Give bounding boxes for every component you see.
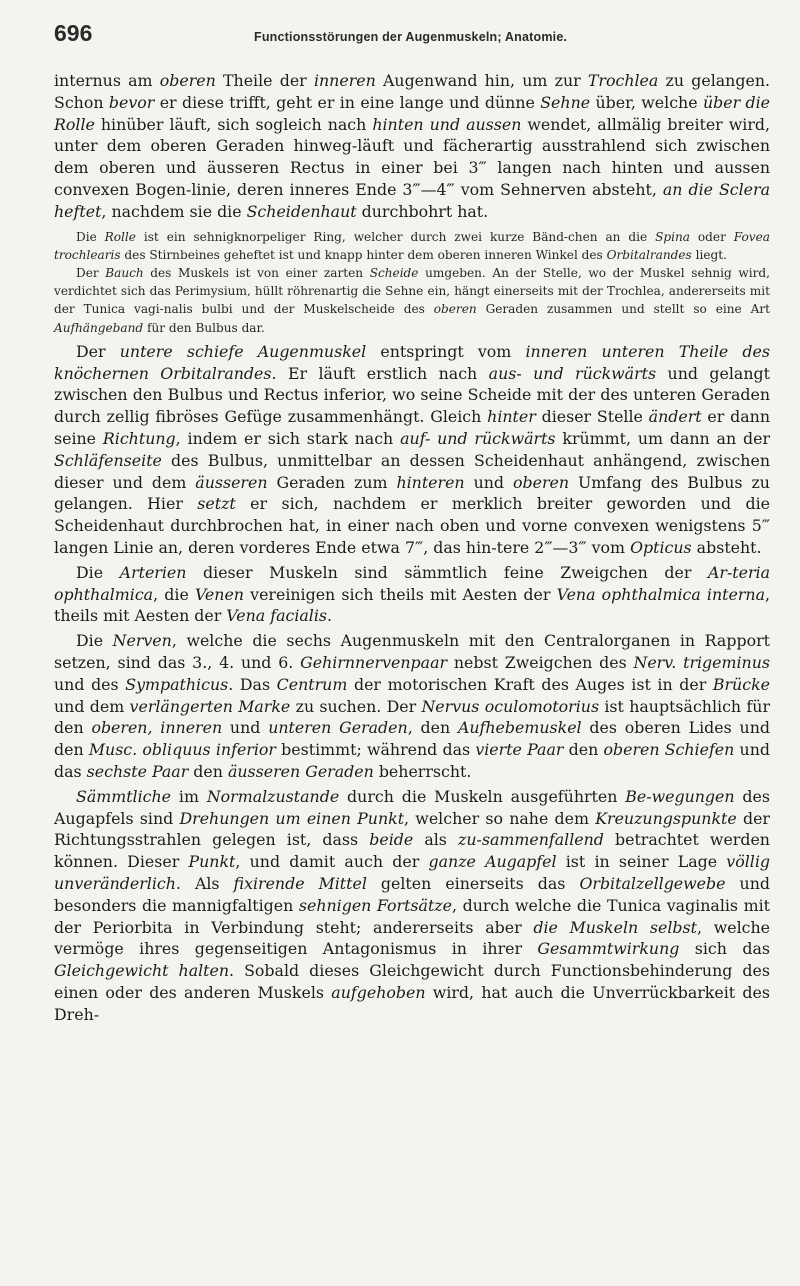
- italic-run: Schläfenseite: [54, 450, 162, 470]
- italic-run: ganze Augapfel: [428, 852, 557, 872]
- text-run: .: [327, 606, 333, 626]
- italic-run: oberen, inneren: [91, 718, 223, 738]
- page-number: 696: [54, 20, 93, 46]
- text-run: , den: [407, 718, 458, 738]
- italic-run: Drehungen um einen Punkt: [179, 808, 405, 828]
- italic-run: Gleichgewicht halten: [54, 961, 230, 981]
- text-run: liegt.: [691, 247, 727, 262]
- italic-run: Sämmtliche: [76, 786, 172, 806]
- text-run: wird, hat auch die Unverrückbarkeit des Dreh-: [54, 982, 770, 1024]
- italic-run: Orbitalrandes: [606, 247, 692, 262]
- italic-run: oberen Schiefen: [603, 740, 735, 760]
- text-run: Die: [76, 562, 120, 582]
- italic-run: völlig unveränderlich: [54, 852, 771, 893]
- italic-run: inneren unteren Theile des knöchernen Orbitalrandes: [54, 341, 770, 383]
- text-run: . Das: [228, 674, 277, 694]
- text-run: , indem er sich stark nach: [175, 428, 401, 448]
- text-run: . Als: [175, 873, 234, 893]
- italic-run: verlängerten Marke: [129, 696, 291, 716]
- note-rolle: [54, 228, 770, 264]
- text-run: zu suchen. Der: [290, 696, 422, 716]
- italic-run: Gehirnnervenpaar: [300, 652, 448, 672]
- text-run: ist in seiner Lage: [556, 852, 727, 872]
- paragraph-nerven: [54, 630, 770, 783]
- text-run: den: [188, 761, 228, 781]
- text-run: den: [563, 740, 604, 760]
- text-run: oder: [689, 229, 734, 244]
- italic-run: Vena ophthalmica interna: [556, 584, 765, 604]
- italic-run: auf- und rückwärts: [400, 428, 556, 448]
- italic-run: Vena facialis: [226, 606, 328, 626]
- text-run: des Bulbus, unmittelbar an dessen Scheidenhaut anhängend, zwischen dieser und dem: [54, 450, 770, 492]
- text-run: internus am: [54, 71, 160, 90]
- text-run: er diese trifft, geht er in eine lange und dünne: [154, 92, 541, 112]
- text-run: , welche die sechs Augenmuskeln mit den Centralorganen in Rapport setzen, sind das 3., 4. und 6.: [54, 631, 770, 672]
- italic-run: Bauch: [105, 265, 144, 280]
- text-run: . Sobald dieses Gleichgewicht durch Functionsbehinderung des einen oder des anderen Muskels: [54, 961, 770, 1002]
- text-run: er sich, nachdem er merklich breiter geworden und die Scheidenhaut durchbrochen hat, in einer nach oben und vorne convexen wenigstens 5‴ langen Linie an, deren vorderes Ende etwa 7‴, das hin-tere 2‴—3‴ vom: [54, 494, 770, 557]
- paragraph-obliquus-inferior: [54, 341, 770, 559]
- italic-run: unteren Geraden: [268, 718, 408, 738]
- text-run: der motorischen Kraft des Auges ist in der: [347, 674, 713, 694]
- italic-run: hinteren: [396, 472, 465, 492]
- text-run: dieser Muskeln sind sämmtlich feine Zweigchen der: [186, 562, 708, 582]
- italic-run: sechste Paar: [86, 761, 189, 781]
- running-title: Functionsstörungen der Augenmuskeln; Anatomie.: [254, 30, 568, 44]
- text-run: durch die Muskeln ausgeführten: [339, 786, 626, 806]
- italic-run: an die Sclera heftet: [54, 179, 770, 221]
- text-run: Theile der: [215, 71, 314, 90]
- text-run: Der: [76, 341, 120, 361]
- text-run: nebst Zweigchen des: [447, 652, 634, 672]
- text-run: des oberen Lides und den: [54, 718, 770, 760]
- italic-run: Opticus: [630, 537, 692, 557]
- text-run: beherrscht.: [373, 761, 472, 781]
- italic-run: Be-wegungen: [625, 786, 735, 806]
- italic-run: Fovea trochlearis: [54, 229, 770, 262]
- text-run: sich das: [679, 939, 770, 959]
- text-run: vereinigen sich theils mit Aesten der: [243, 584, 557, 604]
- text-run: Die: [76, 631, 113, 651]
- italic-run: sehnigen Fortsätze: [298, 895, 452, 915]
- italic-run: die Muskeln selbst: [533, 917, 697, 937]
- italic-run: Nervus oculomotorius: [421, 696, 600, 716]
- italic-run: Aufhebemuskel: [457, 718, 582, 738]
- small-print-notes: [54, 228, 770, 337]
- text-run: krümmt, um dann an der: [555, 428, 770, 448]
- text-run: und besonders die mannigfaltigen: [54, 873, 770, 915]
- text-run: Umfang des Bulbus zu gelangen. Hier: [54, 472, 770, 514]
- italic-run: aus- und rückwärts: [488, 363, 657, 383]
- text-run: und gelangt zwischen den Bulbus und Rectus inferior, wo seine Scheide mit der des unteren Geraden durch zellig fibröses Gefüge zusammenhängt. Gleich: [54, 363, 770, 427]
- text-run: des Stirnbeines geheftet ist und knapp hinter dem oberen inneren Winkel des: [120, 247, 607, 262]
- italic-run: setzt: [197, 494, 236, 514]
- text-run: Augenwand hin, um zur: [375, 71, 588, 90]
- text-run: im: [171, 786, 207, 806]
- italic-run: ändert: [648, 407, 702, 427]
- text-run: Der: [76, 265, 106, 280]
- text-run: als: [413, 830, 459, 850]
- text-run: , die: [153, 584, 195, 604]
- italic-run: Musc. obliquus inferior: [88, 740, 276, 760]
- text-run: zu gelangen. Schon: [54, 71, 771, 112]
- italic-run: Nerven: [112, 631, 172, 651]
- text-run: entspringt vom: [366, 341, 526, 361]
- italic-run: Arterien: [119, 562, 187, 582]
- text-run: gelten einerseits das: [366, 873, 580, 893]
- running-head: [54, 20, 770, 56]
- text-run: des Muskels ist von einer zarten: [143, 265, 370, 280]
- italic-run: aufgehoben: [331, 982, 426, 1002]
- italic-run: hinter: [487, 407, 536, 427]
- text-run: betrachtet werden können. Dieser: [54, 830, 770, 872]
- italic-run: Richtung: [102, 428, 176, 448]
- text-run: umgeben. An der Stelle, wo der Muskel sehnig wird, verdichtet sich das Perimysium, hüllt röhrenartig die Sehne ein, hängt einerseits mit der Trochlea, andererseits mit der Tunica vagi-nalis bulbi und der Muskelscheide des: [54, 265, 770, 317]
- italic-run: Kreuzungspunkte: [595, 808, 737, 828]
- text-run: bestimmt; während das: [275, 740, 476, 760]
- text-run: der Richtungsstrahlen gelegen ist, dass: [54, 808, 770, 850]
- italic-run: untere schiefe Augenmuskel: [119, 341, 367, 361]
- text-run: und dem: [54, 696, 130, 716]
- text-run: ist hauptsächlich für den: [54, 696, 770, 738]
- paragraph-bewegungen: [54, 786, 770, 1026]
- text-run: und das: [54, 740, 771, 781]
- text-run: , welche vermöge ihres gegenseitigen Antagonismus in ihrer: [54, 917, 770, 959]
- italic-run: Ar-teria ophthalmica: [54, 562, 770, 604]
- italic-run: Rolle: [104, 229, 136, 244]
- text-run: des Augapfels sind: [54, 786, 771, 828]
- text-run: wendet, allmälig breiter wird, unter dem oberen Geraden hinweg-läuft und fächerartig ausstrahlend sich zwischen dem oberen und äusseren Rectus in einer bei 3‴ langen nach hinten und aussen convexen Bogen-linie, deren inneres Ende 3‴—4‴ vom Sehnerven absteht,: [54, 114, 771, 199]
- italic-run: Punkt: [188, 852, 236, 872]
- italic-run: vierte Paar: [475, 740, 564, 760]
- text-run: , durch welche die Tunica vaginalis mit der Periorbita in Verbindung steht; andererseits aber: [54, 895, 770, 937]
- paragraph-arterien: [54, 562, 770, 627]
- italic-run: über die Rolle: [54, 92, 770, 134]
- paragraph-trochlea: [54, 70, 770, 223]
- italic-run: Sehne: [540, 92, 591, 112]
- italic-run: zu-sammenfallend: [458, 830, 604, 850]
- text-run: Geraden zum: [267, 472, 397, 492]
- italic-run: Spina: [655, 229, 690, 244]
- italic-run: beide: [369, 830, 414, 850]
- text-run: und: [222, 718, 269, 738]
- italic-run: bevor: [108, 92, 155, 112]
- text-run: Die: [76, 229, 105, 244]
- italic-run: fixirende Mittel: [233, 873, 367, 893]
- italic-run: Sympathicus: [125, 674, 229, 694]
- note-bauch: [54, 264, 770, 337]
- text-run: , und damit auch der: [235, 852, 429, 872]
- italic-run: hinten und aussen: [372, 114, 522, 134]
- italic-run: oberen: [159, 71, 216, 90]
- text-run: , theils mit Aesten der: [54, 584, 771, 626]
- text-run: durchbohrt hat.: [356, 201, 489, 221]
- text-run: hinüber läuft, sich sogleich nach: [94, 114, 373, 134]
- italic-run: Brücke: [712, 674, 770, 694]
- italic-run: Scheide: [369, 265, 419, 280]
- italic-run: Nerv. trigeminus: [633, 652, 770, 672]
- italic-run: äusseren: [195, 472, 268, 492]
- text-run: ist ein sehnigknorpeliger Ring, welcher durch zwei kurze Bänd-chen an die: [135, 229, 656, 244]
- italic-run: Scheidenhaut: [246, 201, 357, 221]
- text-run: und: [464, 472, 513, 492]
- italic-run: oberen: [433, 302, 477, 317]
- italic-run: Normalzustande: [206, 786, 340, 806]
- italic-run: Gesammtwirkung: [537, 939, 680, 959]
- text-run: über, welche: [590, 92, 703, 112]
- text-run: und des: [54, 674, 126, 694]
- text-run: für den Bulbus dar.: [143, 320, 265, 335]
- text-run: dieser Stelle: [535, 407, 649, 427]
- italic-run: Aufhängeband: [54, 320, 144, 335]
- italic-run: Centrum: [276, 674, 348, 694]
- italic-run: äusseren Geraden: [227, 761, 374, 781]
- italic-run: Orbitalzellgewebe: [579, 873, 726, 893]
- text-run: , nachdem sie die: [101, 201, 247, 221]
- italic-run: Trochlea: [587, 71, 659, 90]
- text-body: [54, 70, 770, 1026]
- text-run: Geraden zusammen und stellt so eine Art: [476, 302, 770, 317]
- italic-run: oberen: [512, 472, 570, 492]
- text-run: . Er läuft erstlich nach: [271, 363, 489, 383]
- text-run: er dann seine: [54, 407, 770, 448]
- italic-run: Venen: [194, 584, 244, 604]
- italic-run: inneren: [313, 71, 376, 90]
- text-run: , welcher so nahe dem: [404, 808, 596, 828]
- text-run: absteht.: [691, 537, 762, 557]
